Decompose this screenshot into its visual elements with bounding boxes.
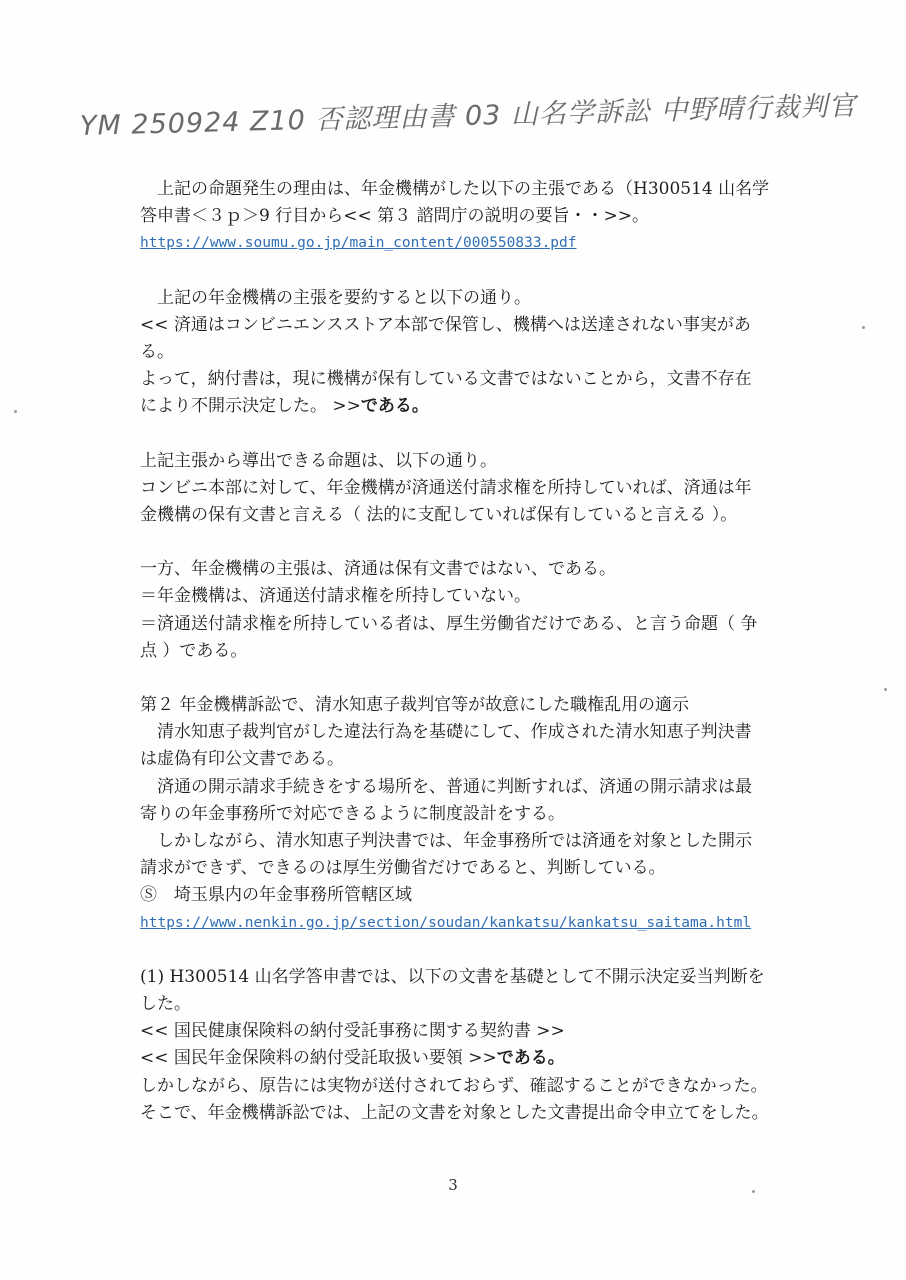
text-line: 寄りの年金事務所で対応できるように制度設計をする。: [140, 803, 565, 824]
section-2: [140, 692, 852, 937]
text-line: 上記の命題発生の理由は、年金機構がした以下の主張である（H300514 山名学: [157, 179, 770, 199]
text-line: [140, 882, 852, 909]
text-line: [140, 393, 852, 420]
text-line: << 国民健康保険料の納付受託事務に関する契約書 >>: [140, 1021, 565, 1042]
text-span: << 国民年金保険料の納付受託取扱い要領 >>: [140, 1048, 497, 1069]
text-line: そこで、年金機構訴訟では、上記の文書を対象とした文書提出命令申立てをした。: [140, 1102, 769, 1123]
text-line: << 済通はコンビニエンスストア本部で保管し、機構へは送達されない事実があ: [140, 314, 751, 335]
soumu-pdf-link[interactable]: https://www.soumu.go.jp/main_content/000550833.pdf: [140, 235, 577, 252]
text-line: 請求ができず、できるのは厚生労働省だけであると、判断している。: [140, 858, 666, 879]
paragraph-2: [140, 285, 852, 421]
bold-text: である。: [360, 396, 429, 417]
section-heading: 第２ 年金機構訴訟で、清水知恵子裁判官等が故意にした職権乱用の適示: [140, 695, 690, 716]
text-line: 済通の開示請求手続きをする場所を、普通に判断すれば、済通の開示請求は最: [157, 776, 752, 797]
text-span: により不開示決定した。 >>: [140, 396, 361, 417]
paragraph-1: [140, 176, 852, 258]
text-line: 金機構の保有文書と言える（ 法的に支配していれば保有していると言える ）。: [140, 505, 738, 526]
paragraph-4: [140, 556, 852, 665]
s-mark: Ⓢ: [140, 885, 157, 906]
bold-text: である。: [496, 1048, 565, 1069]
text-line: ＝年金機構は、済通送付請求権を所持していない。: [140, 586, 531, 607]
text-line: しかしながら、清水知恵子判決書では、年金事務所では済通を対象とした開示: [157, 831, 752, 852]
text-line: 上記の年金機構の主張を要約すると以下の通り。: [157, 287, 531, 308]
text-line: 点 ）である。: [140, 640, 248, 661]
scan-speck: [884, 688, 887, 691]
text-line: コンビニ本部に対して、年金機構が済通送付請求権を所持していれば、済通は年: [140, 477, 752, 498]
text-line: 答申書＜３ｐ＞9 行目から<< 第３ 諮問庁の説明の要旨・・>>。: [140, 206, 650, 227]
text-line: 一方、年金機構の主張は、済通は保有文書ではない、である。: [140, 559, 616, 580]
text-line: ＝済通送付請求権を所持している者は、厚生労働省だけである、と言う命題（ 争: [140, 613, 758, 634]
handwritten-header: YM 250924 Z10 否認理由書 03 山名学訴訟 中野晴行裁判官: [79, 90, 857, 142]
text-line: よって，納付書は，現に機構が保有している文書ではないことから，文書不存在: [140, 369, 752, 390]
text-line: (1) H300514 山名学答申書では、以下の文書を基礎として不開示決定妥当判断を: [140, 966, 765, 987]
scan-speck: [862, 326, 865, 329]
text-line: は虚偽有印公文書である。: [140, 749, 344, 770]
text-span: 埼玉県内の年金事務所管轄区域: [174, 885, 412, 906]
text-line: しかしながら、原告には実物が送付されておらず、確認することができなかった。: [140, 1075, 768, 1096]
text-line: 上記主張から導出できる命題は、以下の通り。: [140, 450, 497, 471]
nenkin-kankatsu-link[interactable]: https://www.nenkin.go.jp/section/soudan/kankatsu/kankatsu_saitama.html: [140, 914, 752, 931]
page-number: 3: [448, 1176, 458, 1194]
text-line: [140, 1045, 852, 1072]
paragraph-5: [140, 964, 852, 1127]
text-line: る。: [140, 342, 174, 363]
scan-speck: [14, 410, 17, 413]
text-line: した。: [140, 994, 191, 1015]
document-body: [140, 176, 852, 1127]
scan-speck: [752, 1190, 755, 1193]
text-line: 清水知恵子裁判官がした違法行為を基礎にして、作成された清水知恵子判決書: [157, 722, 752, 743]
paragraph-3: [140, 448, 852, 530]
